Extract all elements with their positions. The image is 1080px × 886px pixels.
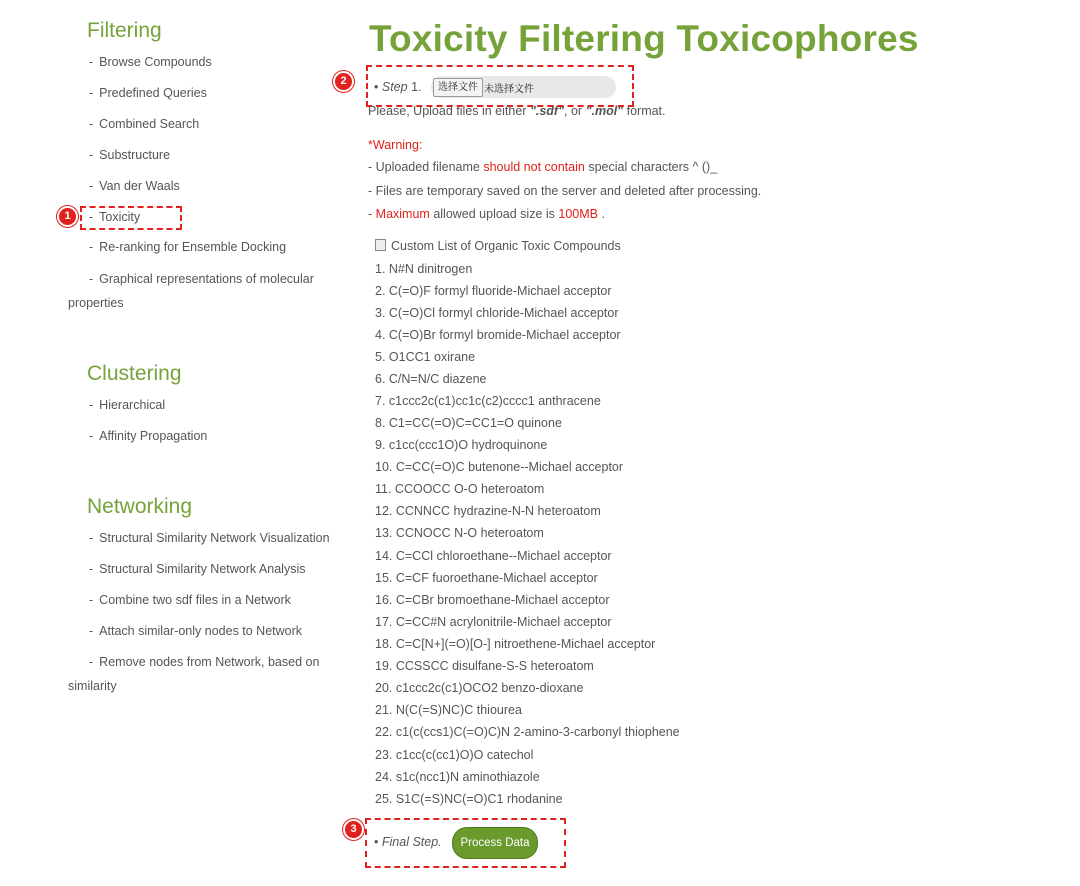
nav-item-remove-nodes[interactable]: - Remove nodes from Network, based on similarity bbox=[68, 655, 320, 693]
callout-box-final-step bbox=[365, 818, 566, 868]
nav-item-browse-compounds[interactable]: - Browse Compounds bbox=[89, 55, 212, 69]
list-item: 20. c1ccc2c(c1)OCO2 benzo-dioxane bbox=[375, 681, 584, 695]
list-item: 2. C(=O)F formyl fluoride-Michael acceptor bbox=[375, 284, 612, 298]
nav-item-toxicity[interactable]: - Toxicity bbox=[89, 210, 141, 224]
list-item: 5. O1CC1 oxirane bbox=[375, 350, 476, 364]
nav-item-network-visualization[interactable]: - Structural Similarity Network Visualization bbox=[89, 531, 330, 545]
step1-label: • Step 1. bbox=[374, 80, 422, 94]
nav-item-affinity-propagation[interactable]: - Affinity Propagation bbox=[89, 429, 208, 443]
warning-line-size: - Maximum allowed upload size is 100MB . bbox=[368, 207, 605, 221]
list-item: 22. c1(c(ccs1)C(=O)C)N 2-amino-3-carbonyl thiophene bbox=[375, 725, 680, 739]
nav-item-hierarchical[interactable]: - Hierarchical bbox=[89, 398, 166, 412]
list-item: 17. C=CC#N acrylonitrile-Michael acceptor bbox=[375, 615, 612, 629]
page-title: Toxicity Filtering Toxicophores bbox=[369, 18, 919, 59]
list-item: 24. s1c(ncc1)N aminothiazole bbox=[375, 770, 540, 784]
nav-item-substructure[interactable]: - Substructure bbox=[89, 148, 171, 162]
nav-item-van-der-waals[interactable]: - Van der Waals bbox=[89, 179, 180, 193]
nav-item-combined-search[interactable]: - Combined Search bbox=[89, 117, 200, 131]
process-data-button[interactable]: Process Data bbox=[452, 827, 538, 859]
nav-item-re-ranking[interactable]: - Re-ranking for Ensemble Docking bbox=[89, 240, 287, 254]
list-item: 12. CCNNCC hydrazine-N-N heteroatom bbox=[375, 504, 601, 518]
annotation-badge-1: 1 bbox=[57, 206, 78, 227]
list-item: 18. C=C[N+](=O)[O-] nitroethene-Michael acceptor bbox=[375, 637, 656, 651]
final-step-label: • Final Step. bbox=[374, 835, 442, 849]
list-item: 10. C=CC(=O)C butenone--Michael acceptor bbox=[375, 460, 624, 474]
nav-item-network-analysis[interactable]: - Structural Similarity Network Analysis bbox=[89, 562, 306, 576]
list-item: 9. c1cc(ccc1O)O hydroquinone bbox=[375, 438, 548, 452]
warning-line-filename: - Uploaded filename should not contain special characters ^ ()_ bbox=[368, 160, 718, 174]
list-item: 14. C=CCl chloroethane--Michael acceptor bbox=[375, 549, 612, 563]
list-item: 19. CCSSCC disulfane-S-S heteroatom bbox=[375, 659, 594, 673]
list-item: 8. C1=CC(=O)C=CC1=O quinone bbox=[375, 416, 562, 430]
section-title-clustering: Clustering bbox=[87, 362, 182, 385]
list-item: 16. C=CBr bromoethane-Michael acceptor bbox=[375, 593, 610, 607]
list-item: 3. C(=O)Cl formyl chloride-Michael acceptor bbox=[375, 306, 619, 320]
section-title-filtering: Filtering bbox=[87, 19, 162, 42]
warning-line-temporary: - Files are temporary saved on the server and deleted after processing. bbox=[368, 184, 762, 198]
toxic-list-header: Custom List of Organic Toxic Compounds bbox=[375, 239, 621, 253]
list-item: 1. N#N dinitrogen bbox=[375, 262, 473, 276]
list-item: 15. C=CF fuoroethane-Michael acceptor bbox=[375, 571, 598, 585]
annotation-badge-3: 3 bbox=[343, 819, 364, 840]
list-item: 7. c1ccc2c(c1)cc1c(c2)cccc1 anthracene bbox=[375, 394, 601, 408]
nav-item-combine-sdf[interactable]: - Combine two sdf files in a Network bbox=[89, 593, 291, 607]
nav-item-attach-nodes[interactable]: - Attach similar-only nodes to Network bbox=[89, 624, 303, 638]
upload-note: Please, Upload files in either ".sdf", or ".mol" format. bbox=[368, 104, 666, 118]
callout-box-toxicity bbox=[80, 206, 182, 230]
choose-file-button[interactable]: 选择文件 bbox=[433, 78, 483, 97]
nav-item-graphical-representations[interactable]: - Graphical representations of molecular properties bbox=[68, 272, 314, 310]
list-item: 4. C(=O)Br formyl bromide-Michael acceptor bbox=[375, 328, 621, 342]
list-item: 11. CCOOCC O-O heteroatom bbox=[375, 482, 545, 496]
list-item: 25. S1C(=S)NC(=O)C1 rhodanine bbox=[375, 792, 563, 806]
document-icon bbox=[375, 239, 386, 251]
list-item: 6. C/N=N/C diazene bbox=[375, 372, 487, 386]
warning-title: *Warning: bbox=[368, 138, 423, 152]
annotation-badge-2: 2 bbox=[333, 71, 354, 92]
nav-item-predefined-queries[interactable]: - Predefined Queries bbox=[89, 86, 207, 100]
file-status: 未选择文件 bbox=[484, 84, 534, 95]
list-item: 21. N(C(=S)NC)C thiourea bbox=[375, 703, 522, 717]
list-item: 23. c1cc(c(cc1)O)O catechol bbox=[375, 748, 534, 762]
callout-box-step1 bbox=[366, 65, 634, 107]
section-title-networking: Networking bbox=[87, 495, 193, 518]
list-item: 13. CCNOCC N-O heteroatom bbox=[375, 526, 544, 540]
